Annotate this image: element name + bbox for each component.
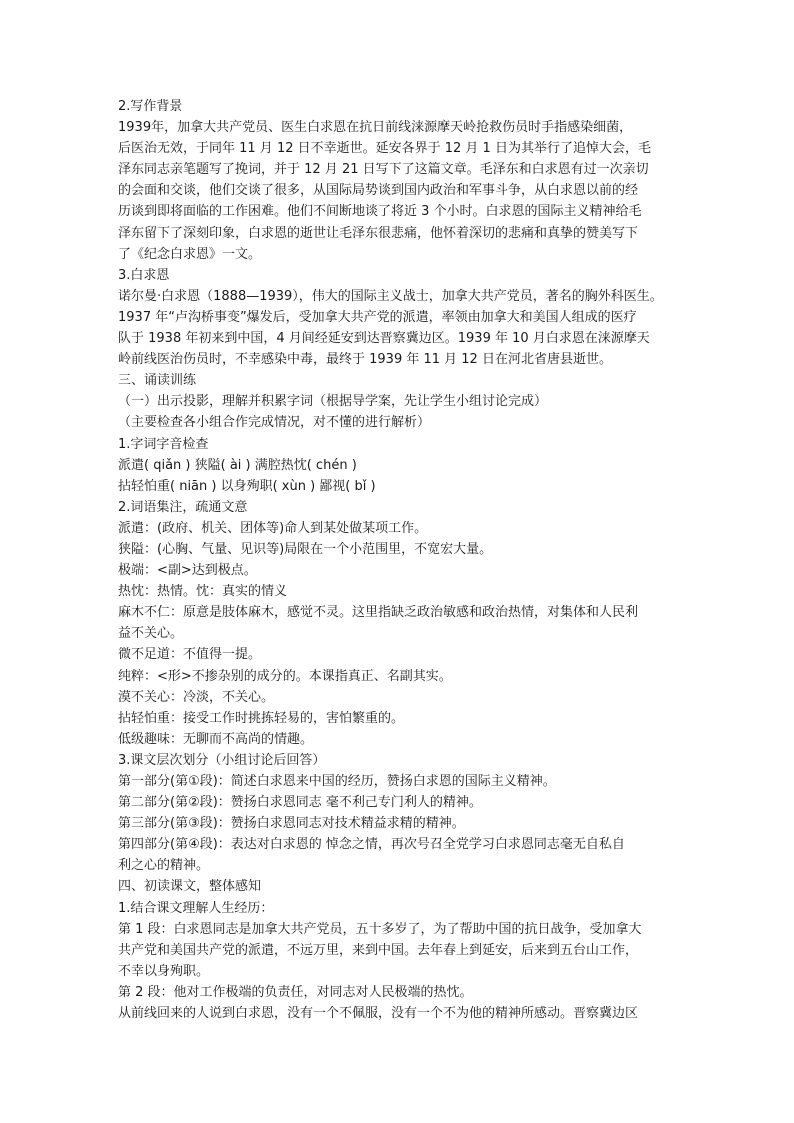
text-line: 泽东同志亲笔题写了挽词，并于 12 月 21 日写下了这篇文章。毛泽东和白求恩有过一次亲切: [118, 162, 649, 178]
text-line: 低级趣味：无聊而不高尚的情趣。: [118, 731, 314, 747]
text-line: （主要检查各小组合作完成情况，对不懂的进行解析）: [118, 415, 431, 431]
text-line: 极端：<副>达到极点。: [118, 563, 257, 579]
text-line: 微不足道：不值得一提。: [118, 647, 262, 663]
text-line: 第 1 段：白求恩同志是加拿大共产党员，五十多岁了，为了帮助中国的抗日战争，受加拿大: [118, 921, 642, 937]
text-line: 1939年，加拿大共产党员、医生白求恩在抗日前线涞源摩天岭抢救伤员时手指感染细菌，: [118, 120, 633, 136]
text-line: 第二部分(第②段)：赞扬白求恩同志 毫不利己专门利人的精神。: [118, 795, 482, 811]
text-line: 泽东留下了深刻印象，白求恩的逝世让毛泽东很悲痛，他怀着深切的悲痛和真挚的赞美写下: [118, 225, 639, 241]
text-line: 第四部分(第④段)：表达对白求恩的 悼念之情，再次号召全党学习白求恩同志毫无自私自: [118, 837, 625, 853]
text-line: 利之心的精神。: [118, 858, 210, 874]
text-line: 漠不关心：冷淡，不关心。: [118, 689, 275, 705]
text-line: 第 2 段：他对工作极端的负责任，对同志对人民极端的热忱。: [118, 984, 473, 1000]
text-line: 拈轻怕重( niān ) 以身殉职( xùn ) 鄙视( bǐ ): [118, 478, 376, 494]
text-line: 2.写作背景: [118, 99, 183, 114]
text-line: 第一部分(第①段)：简述白求恩来中国的经历，赞扬白求恩的国际主义精神。: [118, 774, 556, 789]
text-line: 2.词语集注，疏通文意: [118, 499, 248, 515]
text-line: 拈轻怕重：接受工作时挑拣轻易的，害怕繁重的。: [118, 710, 405, 726]
text-line: 热忱：热情。忱：真实的情义: [118, 584, 288, 600]
text-line: 从前线回来的人说到白求恩，没有一个不佩服，没有一个不为他的精神所感动。晋察冀边区: [118, 1006, 639, 1022]
text-line: 1937 年“卢沟桥事变”爆发后，受加拿大共产党的派遣，率领由加拿大和美国人组成的医疗: [118, 309, 637, 325]
document-body: [118, 96, 690, 1024]
text-line: 四、初读课文，整体感知: [118, 879, 262, 895]
text-line: 第三部分(第③段)：赞扬白求恩同志对技术精益求精的精神。: [118, 816, 465, 832]
text-line: 岭前线医治伤员时，不幸感染中毒，最终于 1939 年 11 月 12 日在河北省唐县逝世。: [118, 352, 612, 368]
text-line: 三、诵读训练: [118, 373, 197, 389]
text-line: 狭隘：(心胸、气量、见识等)局限在一个小范围里，不宽宏大量。: [118, 541, 493, 557]
text-line: 不幸以身殉职。: [118, 963, 210, 979]
text-line: 3.课文层次划分（小组讨论后回答）: [118, 752, 326, 768]
text-line: （一）出示投影，理解并积累字词（根据导学案，先让学生小组讨论完成）: [118, 394, 548, 410]
text-line: 了《纪念白求恩》一文。: [118, 246, 262, 262]
text-line: 1.字词字音检查: [118, 436, 209, 452]
text-line: 队于 1938 年初来到中国，4 月间经延安到达晋察冀边区。1939 年 10 月白求恩在涞源摩天: [118, 331, 650, 347]
text-line: 派遣( qiǎn ) 狭隘( ài ) 满腔热忱( chén ): [118, 457, 357, 473]
text-line: 麻木不仁：原意是肢体麻木，感觉不灵。这里指缺乏政治敏感和政治热情，对集体和人民利: [118, 605, 639, 621]
text-line: 1.结合课文理解人生经历：: [118, 900, 274, 916]
text-line: 的会面和交谈，他们交谈了很多，从国际局势谈到国内政治和军事斗争，从白求恩以前的经: [118, 183, 639, 199]
text-line: 后医治无效，于同年 11 月 12 日不幸逝世。延安各界于 12 月 1 日为其举行了追悼大会，毛: [118, 141, 651, 157]
text-line: 派遣：(政府、机关、团体等)命人到某处做某项工作。: [118, 520, 428, 536]
text-line: 共产党和美国共产党的派遣，不远万里，来到中国。去年春上到延安，后来到五台山工作，: [118, 942, 639, 958]
text-line: 益不关心。: [118, 626, 184, 642]
text-line: 诺尔曼·白求恩（1888—1939），伟大的国际主义战士，加拿大共产党员，著名的胸外科医生。: [118, 288, 663, 304]
text-line: 3.白求恩: [118, 267, 170, 283]
text-line: 历谈到即将面临的工作困难。他们不间断地谈了将近 3 个小时。白求恩的国际主义精神给毛: [118, 204, 642, 220]
text-line: 纯粹：<形>不掺杂别的成分的。本课指真正、名副其实。: [118, 668, 452, 684]
